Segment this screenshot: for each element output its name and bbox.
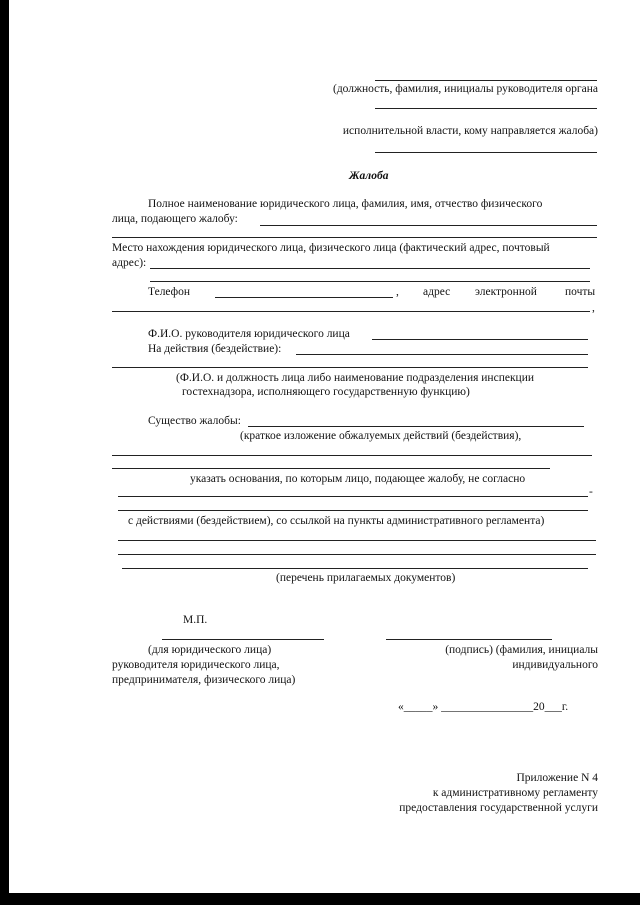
applicant-name-label: Полное наименование юридического лица, фамилия, имя, отчество физического: [148, 198, 543, 210]
applicant-name-field: [112, 237, 597, 238]
addressee-line: [375, 152, 597, 153]
grounds-field: [118, 496, 588, 497]
actions-label: На действия (бездействие):: [148, 343, 282, 355]
date-field: «_____» ________________20___г.: [398, 701, 569, 713]
email-label-word: почты: [565, 286, 596, 298]
essence-field: [112, 455, 592, 456]
appendix-line-2: к административному регламенту: [432, 787, 598, 799]
address-field: [150, 281, 590, 282]
signatory-right-1: (подпись) (фамилия, инициалы: [445, 644, 598, 656]
signatory-left-1: (для юридического лица): [148, 644, 272, 656]
header-line-1: (должность, фамилия, инициалы руководителя органа: [332, 83, 598, 95]
email-comma: ,: [592, 302, 595, 314]
phone-field: [215, 297, 393, 298]
head-fio-field: [372, 339, 588, 340]
address-label-2: адрес):: [112, 257, 147, 269]
officer-hint-1: (Ф.И.О. и должность лица либо наименование подразделения инспекции: [176, 372, 534, 384]
addressee-line: [375, 108, 597, 109]
email-field: [112, 311, 590, 312]
actions-field: [112, 367, 588, 368]
header-line-2: исполнительной власти, кому направляется жалоба): [342, 125, 598, 137]
officer-hint-2: гостехнадзора, исполняющего государственную функцию): [182, 386, 470, 398]
applicant-name-field: [260, 225, 597, 226]
applicant-name-label-2: лица, подающего жалобу:: [112, 213, 238, 225]
signature-line-right: [386, 639, 552, 640]
addressee-line: [375, 80, 597, 81]
essence-label: Существо жалобы:: [148, 415, 241, 427]
grounds-dash: -: [589, 486, 593, 498]
email-label-word: адрес: [423, 286, 451, 298]
regulation-hint: с действиями (бездействием), со ссылкой на пункты административного регламента): [128, 515, 545, 527]
grounds-hint: указать основания, по которым лицо, подающее жалобу, не согласно: [190, 473, 526, 485]
appendix-number: Приложение N 4: [516, 772, 598, 784]
head-fio-label: Ф.И.О. руководителя юридического лица: [148, 328, 350, 340]
essence-field: [248, 426, 584, 427]
regulation-field: [118, 554, 596, 555]
stamp-label: М.П.: [183, 614, 208, 626]
scan-edge-bottom: [0, 893, 640, 905]
appendix-line-3: предоставления государственной услуги: [399, 802, 598, 814]
address-label: Место нахождения юридического лица, физического лица (фактический адрес, почтовый: [112, 242, 550, 254]
documents-field: [122, 568, 588, 569]
address-field: [150, 268, 590, 269]
documents-hint: (перечень прилагаемых документов): [276, 572, 456, 584]
scan-edge-left: [0, 0, 9, 900]
phone-comma: ,: [396, 286, 399, 298]
essence-field: [112, 468, 550, 469]
essence-hint: (краткое изложение обжалуемых действий (бездействия),: [240, 430, 522, 442]
signatory-right-2: индивидуального: [512, 659, 598, 671]
document-title: Жалоба: [349, 170, 389, 182]
grounds-field: [118, 510, 588, 511]
signatory-left-3: предпринимателя, физического лица): [112, 674, 296, 686]
email-label-word: электронной: [475, 286, 537, 298]
regulation-field: [118, 540, 596, 541]
signature-line-left: [162, 639, 324, 640]
signatory-left-2: руководителя юридического лица,: [112, 659, 280, 671]
actions-field: [296, 354, 588, 355]
phone-label: Телефон: [148, 286, 191, 298]
